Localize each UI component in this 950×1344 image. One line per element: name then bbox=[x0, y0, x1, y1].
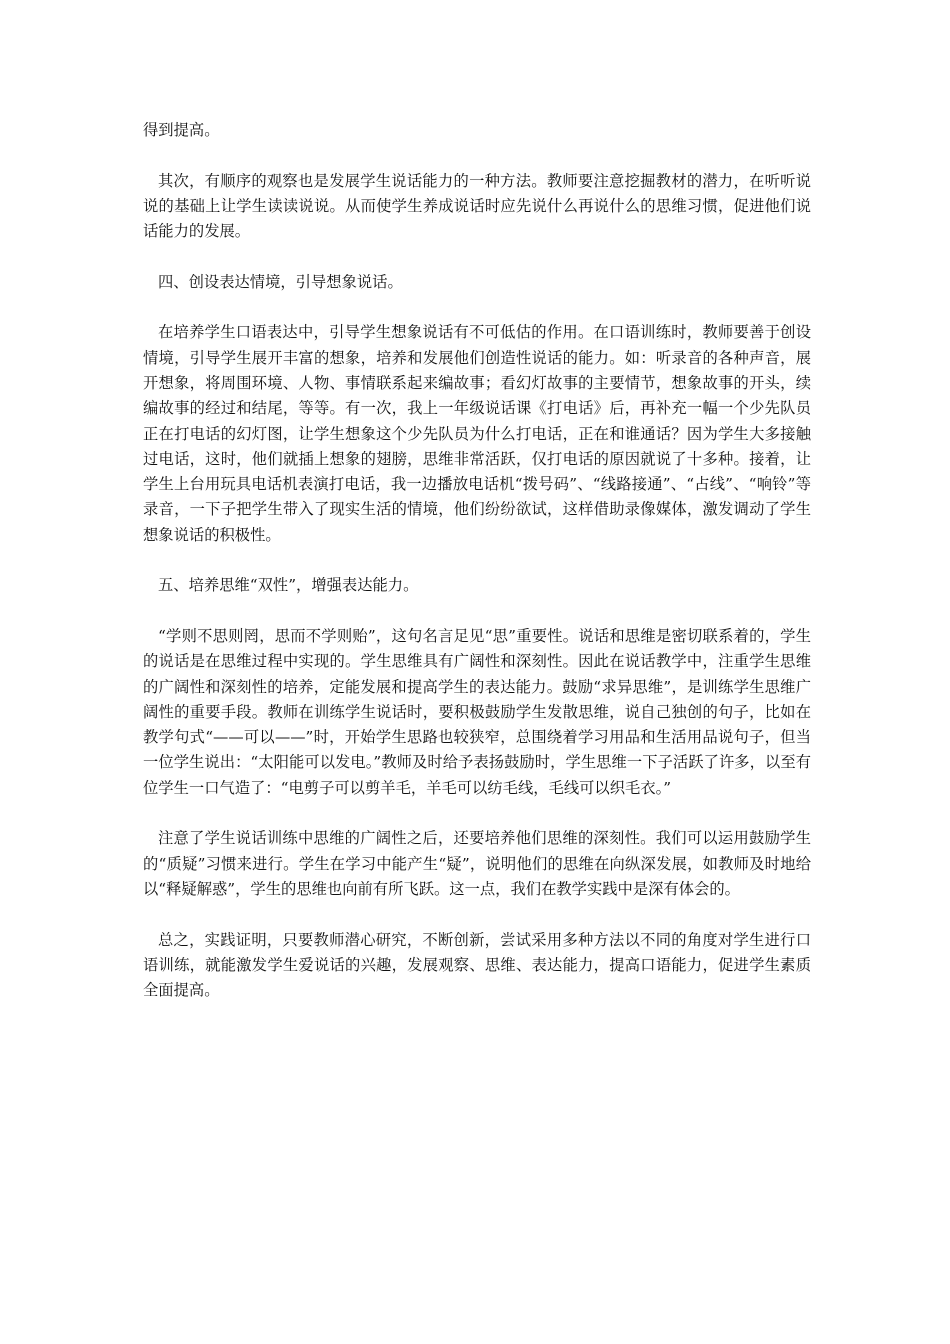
section-heading-four: 四、创设表达情境，引导想象说话。 bbox=[158, 272, 403, 291]
paragraph-conclusion: 总之，实践证明，只要教师潜心研究，不断创新，尝试采用多种方法以不同的角度对学生进行口语训练，就能激发学生爱说话的兴趣，发展观察、思维、表达能力，提高口语能力，促进学生素质全面提高。 bbox=[143, 930, 811, 1000]
paragraph-depth: 注意了学生说话训练中思维的广阔性之后，还要培养他们思维的深刻性。我们可以运用鼓励学生的“质疑”习惯来进行。学生在学习中能产生“疑”，说明他们的思维在向纵深发展，如教师及时地给以“释疑解惑”，学生的思维也向前有所飞跃。这一点，我们在教学实践中是深有体会的。 bbox=[143, 829, 811, 898]
section-heading-five: 五、培养思维“双性”，增强表达能力。 bbox=[158, 576, 419, 595]
paragraph-observation: 其次，有顺序的观察也是发展学生说话能力的一种方法。教师要注意挖掘教材的潜力，在听听说说的基础上让学生读读说说。从而使学生养成说话时应先说什么再说什么的思维习惯，促进他们说话能力的发展。 bbox=[143, 171, 811, 241]
paragraph-continuation: 得到提高。 bbox=[143, 121, 220, 139]
paragraph-thinking: “学则不思则罔，思而不学则贻”，这句名言足见“思”重要性。说话和思维是密切联系着的，学生的说话是在思维过程中实现的。学生思维具有广阔性和深刻性。因此在说话教学中，注重学生思维的广阔性和深刻性的培养，定能发展和提高学生的表达能力。鼓励“求异思维”，是训练学生思维广阔性的重要手段。教师在训练学生说话时，要积极鼓励学生发散思维，说自己独创的句子，比如在教学句式“——可以——”时，开始学生思路也较狭窄，总围绕着学习用品和生活用品说句子，但当一位学生说出：“太阳能可以发电。”教师及时给予表扬鼓励时，学生思维一下子活跃了许多，以至有位学生一口气造了：“电剪子可以剪羊毛，羊毛可以纺毛线，毛线可以织毛衣。” bbox=[143, 626, 811, 797]
document-page bbox=[143, 118, 811, 1029]
paragraph-imagination: 在培养学生口语表达中，引导学生想象说话有不可低估的作用。在口语训练时，教师要善于创设情境，引导学生展开丰富的想象，培养和发展他们创造性说话的能力。如：听录音的各种声音，展开想象，将周围环境、人物、事情联系起来编故事；看幻灯故事的主要情节，想象故事的开头，续编故事的经过和结尾，等等。有一次，我上一年级说话课《打电话》后，再补充一幅一个少先队员正在打电话的幻灯图，让学生想象这个少先队员为什么打电话，正在和谁通话？因为学生大多接触过电话，这时，他们就插上想象的翅膀，思维非常活跃，仅打电话的原因就说了十多种。接着，让学生上台用玩具电话机表演打电话，我一边播放电话机“拨号码”、“线路接通”、“占线”、“响铃”等录音，一下子把学生带入了现实生活的情境，他们纷纷欲试，这样借助录像媒体，激发调动了学生想象说话的积极性。 bbox=[143, 323, 811, 544]
